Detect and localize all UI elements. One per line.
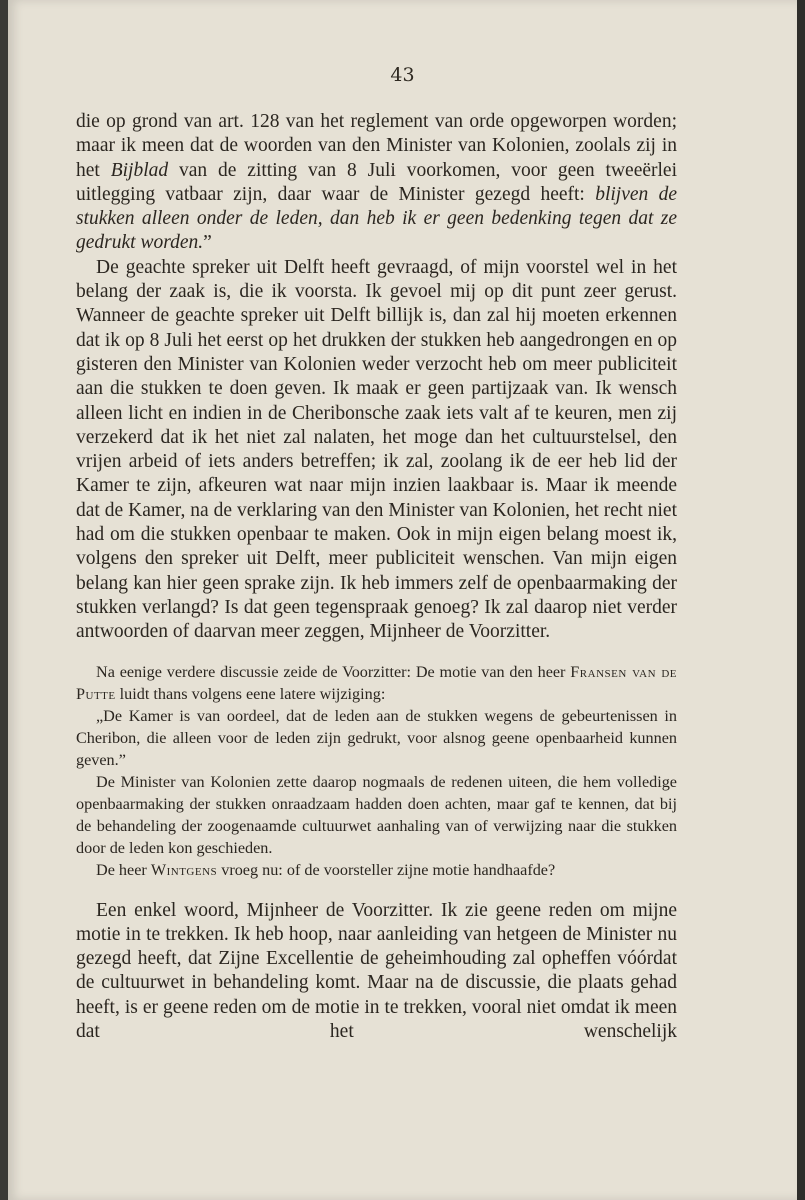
- speech-upper: [76, 110, 677, 645]
- section-gap: [76, 881, 677, 899]
- note-motion-text: „De Kamer is van oordeel, dat de leden aan de stukken wegens de gebeurtenissen in Cheribon, die alleen voor de leden zijn gedrukt, voor alsnog geene openbaarheid kunnen geven.”: [76, 706, 677, 769]
- speaker-name-wintgens: Wintgens: [150, 860, 218, 879]
- proceedings-note: [76, 661, 677, 881]
- page-edge: [797, 0, 805, 1200]
- note-wintgens-text-b: vroeg nu: of de voorsteller zijne motie handhaafde?: [221, 860, 556, 879]
- note-voorzitter: [76, 661, 677, 705]
- paragraph-delft: De geachte spreker uit Delft heeft gevraagd, of mijn voorstel wel in het belang der zaak is, die ik voorsta. Ik gevoel mij op dit punt zeer gerust. Wanneer de geachte spreker uit Delft billijk is, dan zal hij moeten erkennen dat ik op 8 Juli het eerst op het drukken der stukken heb aangedrongen en op gisteren den Minister van Kolonien weder verzocht heb om meer publiciteit aan die stukken te doen geven. Ik maak er geen partijzaak van. Ik wensch alleen licht en indien in de Cheribonsche zaak iets valt af te keuren, men zij verzekerd dat ik het niet zal nalaten, het moge dan het cultuurstelsel, den vrijen arbeid of iets anders betreffen; ik zal, zoolang ik de eer heb lid der Kamer te zijn, afkeuren wat naar mijn inzien laakbaar is. Maar ik meende dat de Kamer, na de verklaring van den Minister van Kolonien, het recht niet had om die stukken openbaar te maken. Ook in mijn eigen belang moest ik, volgens den spreker uit Delft, meer publiciteit wenschen. Van mijn eigen belang kan hier geen sprake zijn. Ik heb immers zelf de openbaarmaking der stukken verlangd? Is dat geen tegenspraak genoeg? Ik zal daarop niet verder antwoorden of daarvan meer zeggen, Mijnheer de Voorzitter.: [76, 256, 677, 643]
- paragraph-reply: Een enkel woord, Mijnheer de Voorzitter. Ik zie geene reden om mijne motie in te trekken. Ik heb hoop, naar aanleiding van hetgeen de Minister nu gezegd heeft, dat Zijne Excellentie de geheimhouding zal opheffen vóórdat de cultuurwet in behandeling komt. Maar na de discussie, die plaats gehad heeft, is er geene reden om de motie in te trekken, vooral niet omdat ik meen dat het wenschelijk: [76, 899, 677, 1043]
- note-wintgens-text-a: De heer: [96, 860, 147, 879]
- page-body: [76, 110, 677, 1044]
- para1-italic-bijblad: Bijblad: [110, 159, 169, 181]
- note-minister: De Minister van Kolonien zette daarop nogmaals de redenen uiteen, die hem volledige openbaarmaking der stukken onraadzaam hadden doen achten, maar gaf te kennen, dat bij de behandeling der zoogenaamde cultuurwet aanhaling van of verwijzing naar die stukken door de leden kon geschieden.: [76, 772, 677, 857]
- note-wintgens: [76, 859, 677, 881]
- speech-lower: [76, 899, 677, 1045]
- para1-italic-quote: blijven de stukken alleen onder de leden, dan heb ik er geen bedenking tegen dat ze gedrukt worden.: [76, 183, 677, 254]
- para1-text-a: die op grond van art. 128 van het reglement van orde opgeworpen worden; maar ik meen dat de woorden van den Minister van Kolonien, zoolals zij in het: [76, 111, 677, 181]
- note-voorzitter-text-a: Na eenige verdere discussie zeide de Voorzitter: De motie van den heer: [96, 662, 566, 681]
- book-page: [8, 0, 797, 1200]
- paragraph-continuation: [76, 110, 677, 256]
- para1-text-b: van de zitting van 8 Juli voorkomen, voor geen tweeërlei uitlegging vatbaar zijn, daar waar de Minister gezegd heeft:: [76, 159, 677, 205]
- note-voorzitter-text-b: luidt thans volgens eene latere wijziging:: [119, 684, 386, 703]
- para1-closing-quote: ”: [203, 232, 212, 254]
- page-number: 43: [390, 64, 415, 86]
- speaker-name-fransen: Fransen van de Putte: [76, 662, 677, 703]
